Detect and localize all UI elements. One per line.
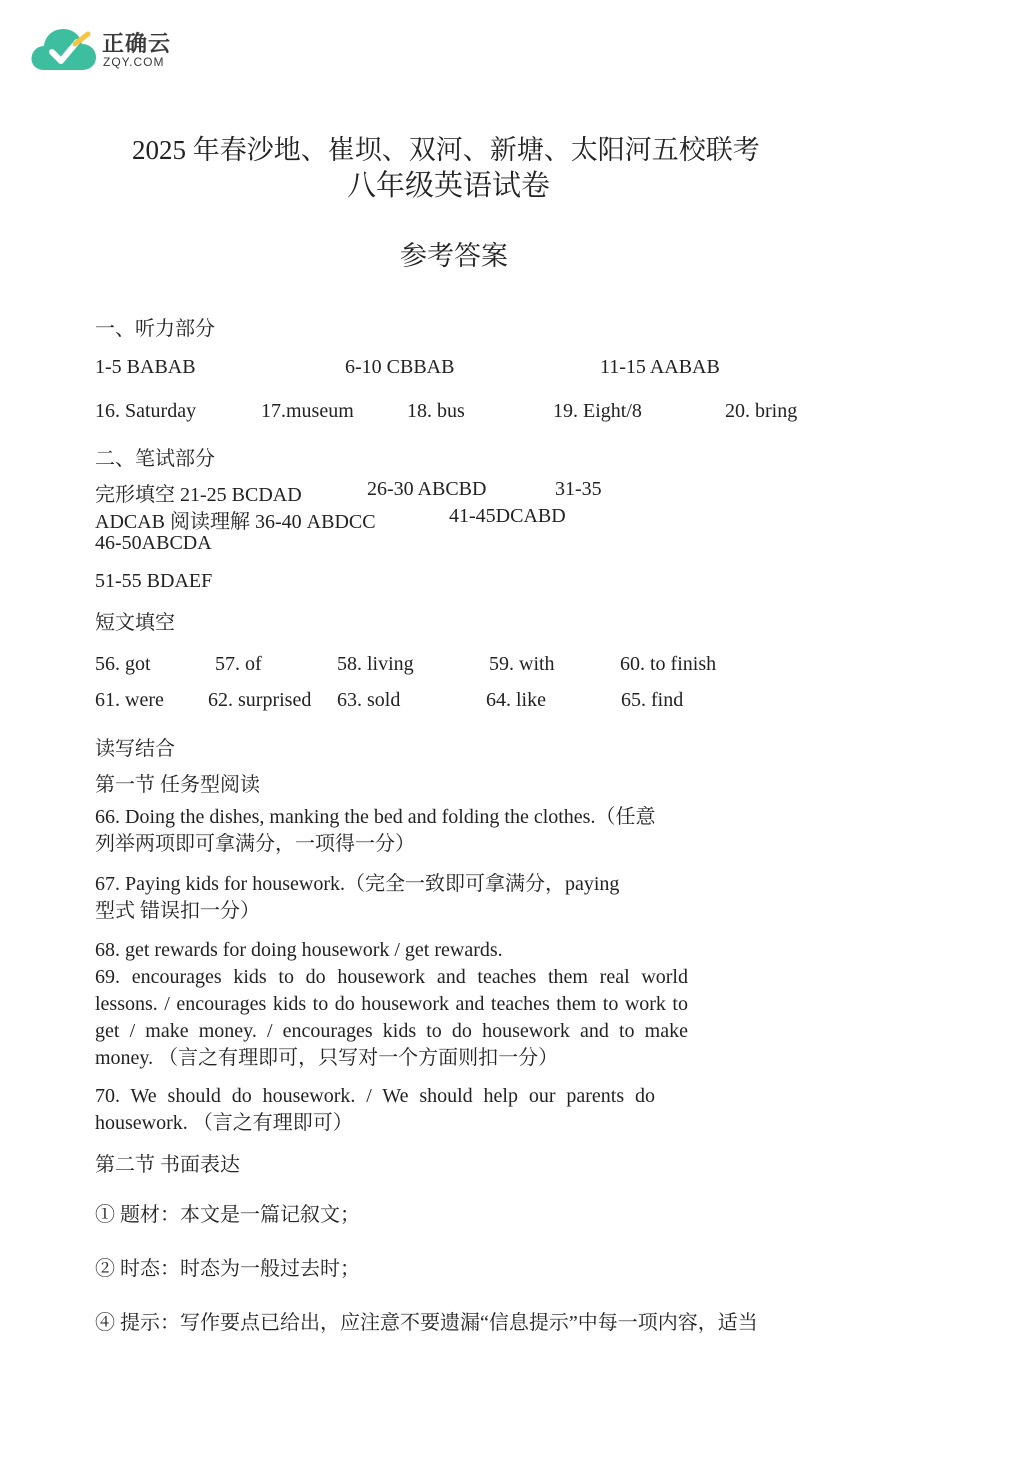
answer-6-10: 6-10 CBBAB bbox=[345, 356, 455, 378]
section-1-heading: 第一节 任务型阅读 bbox=[95, 774, 260, 796]
answer-58: 58. living bbox=[337, 653, 414, 675]
answer-59: 59. with bbox=[489, 653, 555, 675]
section-2-heading: 第二节 书面表达 bbox=[95, 1154, 240, 1176]
cloud-check-icon bbox=[32, 29, 97, 70]
answer-60: 60. to finish bbox=[620, 653, 717, 675]
answer-11-15: 11-15 AABAB bbox=[600, 356, 720, 378]
answer-68: 68. get rewards for doing housework / get rewards. bbox=[95, 939, 503, 961]
short-passage-heading: 短文填空 bbox=[95, 612, 175, 634]
answer-63: 63. sold bbox=[337, 689, 401, 711]
answer-51-55: 51-55 BDAEF bbox=[95, 570, 213, 592]
logo-name-cn: 正确云 bbox=[102, 32, 172, 57]
answer-66: 66. Doing the dishes, manking the bed and folding the clothes.（任意 列举两项即可拿满分，一项得一分） bbox=[95, 806, 656, 855]
answer-56: 56. got bbox=[95, 653, 151, 675]
answer-65: 65. find bbox=[621, 689, 684, 711]
answer-20: 20. bring bbox=[725, 400, 798, 422]
answer-21-25: 完形填空 21-25 BCDAD bbox=[95, 484, 302, 506]
answer-key-title: 参考答案 bbox=[400, 241, 508, 271]
answer-18: 18. bus bbox=[407, 400, 465, 422]
answer-26-30: 26-30 ABCBD bbox=[367, 478, 487, 500]
answer-16: 16. Saturday bbox=[95, 400, 197, 422]
answer-70: 70. We should do housework. / We should help our parents do housework. （言之有理即可） bbox=[95, 1085, 655, 1134]
answer-36-40: ADCAB 阅读理解 36-40 ABDCC bbox=[95, 511, 376, 533]
answer-69: 69. encourages kids to do housework and teaches them real world lessons. / encourages kids to do housework and teaches them to work to get / make money. / encourages kids to do housework and to make money. （言之有理即可，只写对一个方面则扣一分） bbox=[95, 966, 688, 1069]
answer-46-50: 46-50ABCDA bbox=[95, 532, 212, 554]
logo-name-en: ZQY.COM bbox=[103, 55, 165, 69]
answer-19: 19. Eight/8 bbox=[553, 400, 642, 422]
writing-note-2: ② 时态：时态为一般过去时； bbox=[95, 1258, 360, 1280]
answer-41-45: 41-45DCABD bbox=[449, 505, 566, 527]
listening-heading: 一、听力部分 bbox=[95, 318, 215, 340]
exam-subtitle: 八年级英语试卷 bbox=[347, 170, 551, 202]
answer-61: 61. were bbox=[95, 689, 164, 711]
writing-note-4: ④ 提示：写作要点已给出，应注意不要遗漏“信息提示”中每一项内容，适当 bbox=[95, 1312, 758, 1334]
reading-writing-heading: 读写结合 bbox=[95, 738, 175, 760]
written-heading: 二、笔试部分 bbox=[95, 448, 215, 470]
answer-31-35-label: 31-35 bbox=[555, 478, 602, 500]
answer-1-5: 1-5 BABAB bbox=[95, 356, 196, 378]
writing-note-1: ① 题材：本文是一篇记叙文； bbox=[95, 1204, 360, 1226]
answer-64: 64. like bbox=[486, 689, 546, 711]
answer-62: 62. surprised bbox=[208, 689, 312, 711]
answer-57: 57. of bbox=[215, 653, 262, 675]
answer-17: 17.museum bbox=[261, 400, 354, 422]
answer-67: 67. Paying kids for housework.（完全一致即可拿满分，paying 型式 错误扣一分） bbox=[95, 873, 620, 922]
exam-title: 2025 年春沙地、崔坝、双河、新塘、太阳河五校联考 bbox=[132, 135, 760, 165]
